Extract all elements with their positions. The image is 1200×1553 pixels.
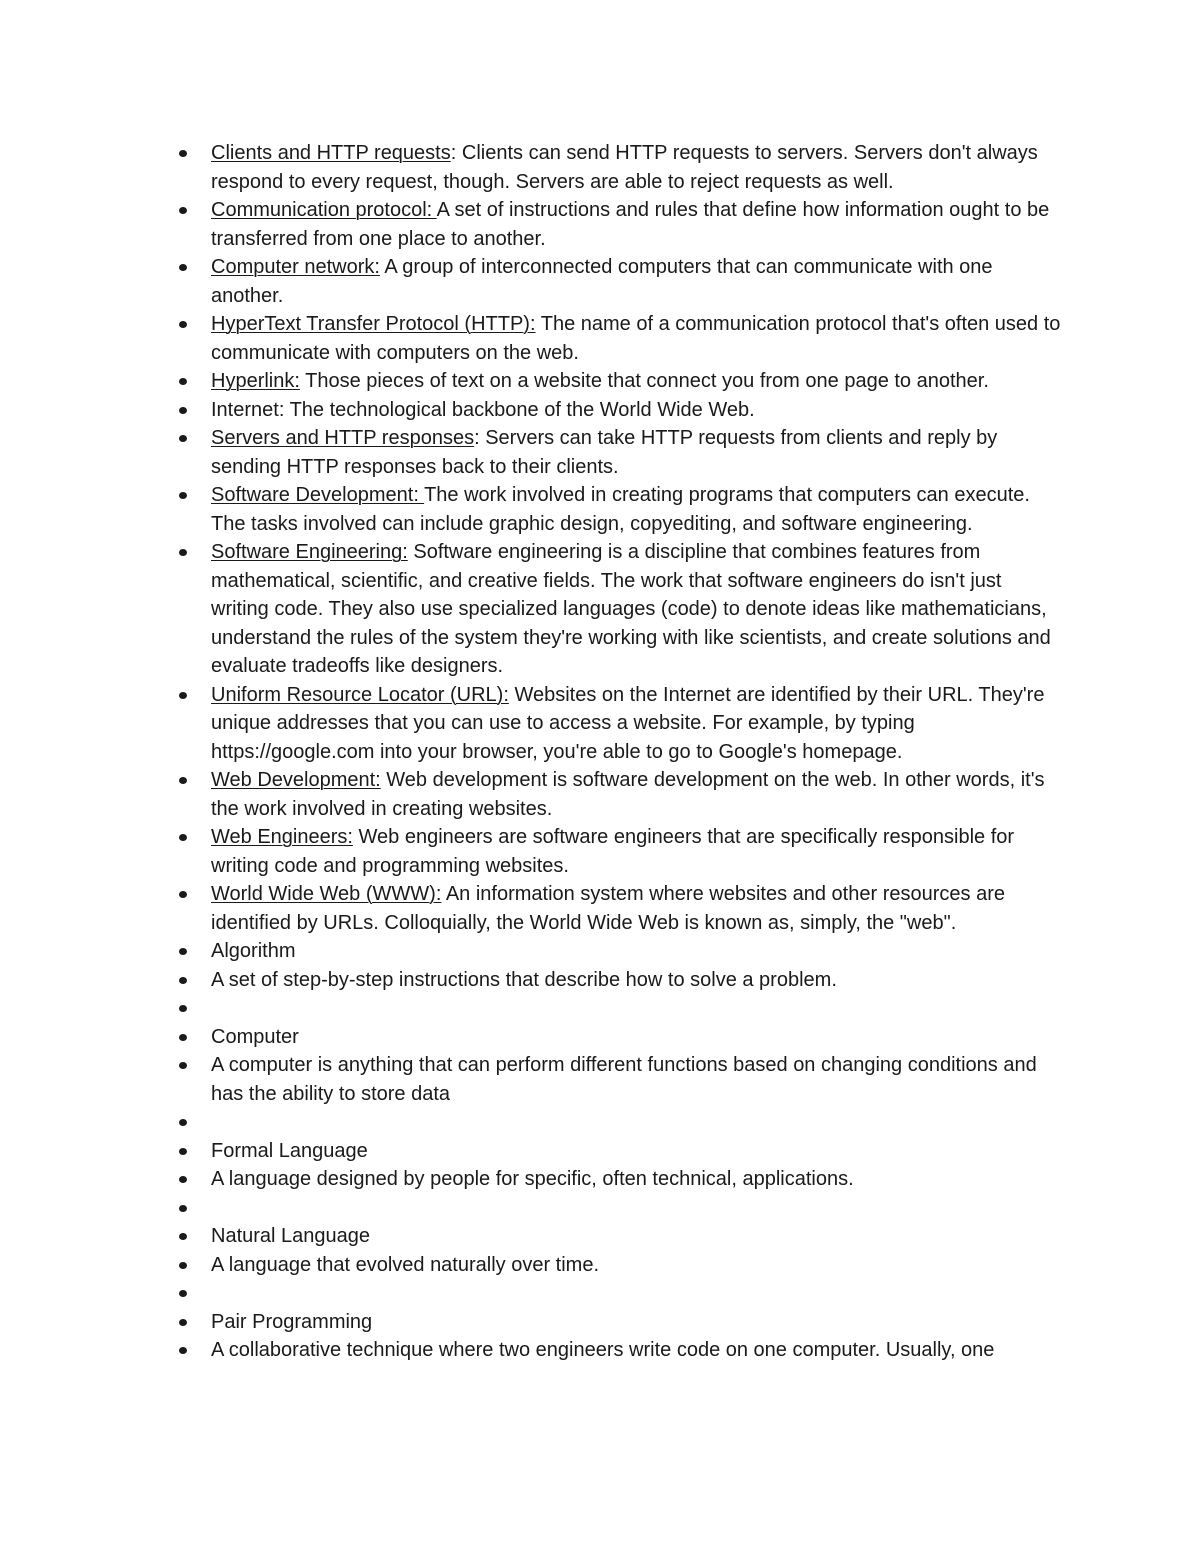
glossary-definition: An information system where websites and other resources are identified by URLs. Colloquially, the World Wide Web is known as, simply, the "web". xyxy=(211,883,1005,934)
list-item xyxy=(211,766,1061,823)
list-item xyxy=(211,1251,1061,1280)
glossary-term: Uniform Resource Locator (URL): xyxy=(211,683,509,706)
list-item xyxy=(211,966,1061,995)
glossary-term: World Wide Web (WWW): xyxy=(211,883,442,905)
glossary-bullet-list xyxy=(211,139,1061,1365)
list-item xyxy=(211,1023,1061,1052)
glossary-definition: Servers can take HTTP requests from clients and reply by sending HTTP responses back to their clients. xyxy=(211,427,998,478)
list-item xyxy=(211,538,1061,681)
glossary-definition: Those pieces of text on a website that connect you from one page to another. xyxy=(305,370,989,392)
list-item xyxy=(211,880,1061,937)
list-item xyxy=(211,937,1061,966)
term-separator: : xyxy=(474,427,486,449)
list-item xyxy=(211,681,1061,767)
list-item xyxy=(211,1336,1061,1365)
list-item xyxy=(211,1137,1061,1166)
glossary-definition: Websites on the Internet are identified by their URL. They're unique addresses that you can use to access a website. For example, by typing https://google.com into your browser, you're able to go to Google's homepage. xyxy=(211,683,1045,763)
list-item-text: A collaborative technique where two engineers write code on one computer. Usually, one xyxy=(211,1339,995,1361)
list-item xyxy=(211,823,1061,880)
glossary-term: Servers and HTTP responses xyxy=(211,427,475,449)
glossary-definition: The work involved in creating programs that computers can execute. The tasks involved can include graphic design, copyediting, and software engineering. xyxy=(211,484,1030,535)
list-item-text: Internet: The technological backbone of the World Wide Web. xyxy=(211,398,755,421)
list-item-text: Natural Language xyxy=(211,1225,371,1247)
list-item xyxy=(211,1108,1061,1137)
list-item xyxy=(211,1222,1061,1251)
glossary-term: Clients and HTTP requests xyxy=(211,142,451,164)
list-item xyxy=(211,1279,1061,1308)
glossary-term: Hyperlink: xyxy=(211,370,300,392)
list-item xyxy=(211,424,1061,481)
list-item xyxy=(211,1194,1061,1223)
glossary-term: Software Engineering: xyxy=(211,541,408,563)
list-item-text: A language designed by people for specific, often technical, applications. xyxy=(211,1168,854,1190)
list-item-text: A set of step-by-step instructions that describe how to solve a problem. xyxy=(211,968,837,991)
list-item-text: Computer xyxy=(211,1025,299,1048)
glossary-definition: Web engineers are software engineers that are specifically responsible for writing code and programming websites. xyxy=(211,826,1015,877)
list-item xyxy=(211,994,1061,1023)
glossary-term: HyperText Transfer Protocol (HTTP): xyxy=(211,313,536,335)
term-separator: : xyxy=(450,142,462,164)
list-item-text: Pair Programming xyxy=(211,1310,373,1333)
glossary-definition: Clients can send HTTP requests to servers. Servers don't always respond to every request, though. Servers are able to reject requests as well. xyxy=(211,142,1038,193)
list-item-text: Algorithm xyxy=(211,940,296,962)
glossary-term: Web Development: xyxy=(211,769,381,791)
list-item xyxy=(211,1051,1061,1108)
glossary-definition: Web development is software development on the web. In other words, it's the work involved in creating websites. xyxy=(211,769,1045,820)
list-item-text: A computer is anything that can perform different functions based on changing conditions and has the ability to store data xyxy=(211,1054,1037,1105)
glossary-term: Web Engineers: xyxy=(211,826,353,848)
glossary-term: Communication protocol: xyxy=(211,199,437,221)
glossary-definition: Software engineering is a discipline that combines features from mathematical, scientific, and creative fields. The work that software engineers do isn't just writing code. They also use specialized languages (code) to denote ideas like mathematicians, understand the rules of the system they're working with like scientists, and create solutions and evaluate tradeoffs like designers. xyxy=(211,541,1051,677)
glossary-term: Software Development: xyxy=(211,484,425,506)
glossary-definition: A group of interconnected computers that can communicate with one another. xyxy=(211,256,993,307)
list-item xyxy=(211,396,1061,425)
list-item xyxy=(211,253,1061,310)
list-item-text: Formal Language xyxy=(211,1139,368,1162)
list-item xyxy=(211,1308,1061,1337)
list-item xyxy=(211,139,1061,196)
glossary-definition: The name of a communication protocol that's often used to communicate with computers on the web. xyxy=(211,313,1061,364)
glossary-term: Computer network: xyxy=(211,256,380,278)
list-item xyxy=(211,1165,1061,1194)
list-item xyxy=(211,310,1061,367)
list-item-text: A language that evolved naturally over time. xyxy=(211,1253,600,1276)
list-item xyxy=(211,196,1061,253)
list-item xyxy=(211,481,1061,538)
list-item xyxy=(211,367,1061,396)
glossary-definition: A set of instructions and rules that define how information ought to be transferred from one place to another. xyxy=(211,199,1050,250)
